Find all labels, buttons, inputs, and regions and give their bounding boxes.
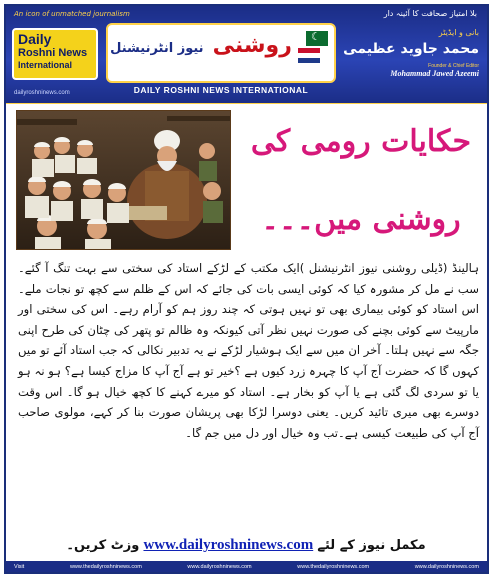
classroom-illustration: [16, 110, 231, 250]
masthead: [6, 6, 487, 104]
footer-visit-label: Visit: [14, 563, 25, 570]
footer-link[interactable]: www.dailyroshninews.com: [414, 563, 479, 570]
logo-english[interactable]: [12, 28, 98, 80]
editor-block: [339, 28, 479, 94]
tagline-english: An icon of unmatched journalism: [14, 10, 130, 18]
footer-link[interactable]: www.thedailyroshninews.com: [69, 563, 142, 570]
logo-line-daily: Daily: [18, 31, 52, 47]
masthead-url[interactable]: dailyroshninews.com: [14, 90, 70, 96]
logo-line-roshni: Roshni News: [18, 47, 88, 59]
editor-role: Founder & Chief Editor: [428, 63, 479, 69]
article-title-line-1: حکایات رومی کی: [250, 124, 472, 159]
flags-icon: [296, 31, 328, 75]
logo-urdu-roshni: روشنی: [212, 33, 292, 58]
cta-suffix: وزٹ کریں۔: [66, 538, 140, 553]
footer-link[interactable]: www.dailyroshninews.com: [187, 563, 252, 570]
header-divider: [6, 103, 487, 104]
pakistan-flag-icon: [301, 31, 328, 46]
article-frame: [4, 4, 489, 574]
masthead-english-name: DAILY ROSHNI NEWS INTERNATIONAL: [133, 85, 309, 95]
website-link[interactable]: www.dailyroshninews.com: [143, 537, 314, 553]
article-body: [18, 258, 479, 443]
footer-bar: [6, 561, 487, 572]
tagline-urdu: بلا امتیاز صحافت کا آئینہ دار: [383, 9, 477, 18]
netherlands-flag-icon: [298, 48, 320, 63]
read-more-line: [66, 537, 426, 554]
editor-name-urdu: محمد جاوید عظیمی: [343, 41, 479, 57]
cta-text: مکمل نیوز کے لئے: [317, 538, 426, 553]
article-title-line-2: روشنی میں۔۔۔: [261, 202, 461, 237]
footer-link[interactable]: www.thedailyroshninews.com: [297, 563, 370, 570]
teacher-students-image: [17, 111, 230, 249]
logo-urdu-subtitle: نیوز انٹرنیشنل: [110, 41, 204, 56]
editor-name-english: Mohammad Jawed Azeemi: [390, 69, 479, 78]
logo-urdu[interactable]: [106, 23, 336, 83]
article-paragraph: ہالینڈ (ڈیلی روشنی نیوز انٹرنیشنل )ایک مکتب کے لڑکے استاد کی سختی سے بہت تنگ آ گئے۔ سب نے مل کر مشورہ کیا کہ کوئی ایسی بات کی جائے کہ اس کے ظلم سے کچھ تو نجات ملے۔ اس استاد کو کوئی بیماری بھی تو نہیں ہوتی کہ چند روز ہم کو آرام رہے۔ اس کی سختی اور مارپیٹ سے کوئی بچنے کی صورت نہیں نظر آتی کیونکہ وہ ظالم تو پتھر کی چٹان کی طرح اپنی جگہ سے نہیں ہلتا۔ آخر ان میں سے ایک ہوشیار لڑکے نے یہ تدبیر نکالی کہ جب استاد آئے تو میں کہوں گا کہ حضرت آج آپ کا چہرہ زرد کیوں ہے ؟خیر تو ہے آج آپ کا مزاج کیسا ہے؟ ہو نہ ہو یا تو سردی لگ گئی ہے یا آپ کو بخار ہے۔ استاد کو میرے کہنے کا کچھ خیال ہو گا۔ اس وقت دوسرے بھی میری تائید کریں۔ یعنی دوسرا لڑکا بھی پریشان صورت بنا کر کہے، مولوی صاحب آج آپ کی طبیعت کیسی ہے۔تب وہ خیال اور دل میں جم گا۔: [18, 261, 479, 440]
logo-line-international: International: [18, 60, 73, 70]
founder-label: بانی و ایڈیٹر: [438, 28, 479, 37]
